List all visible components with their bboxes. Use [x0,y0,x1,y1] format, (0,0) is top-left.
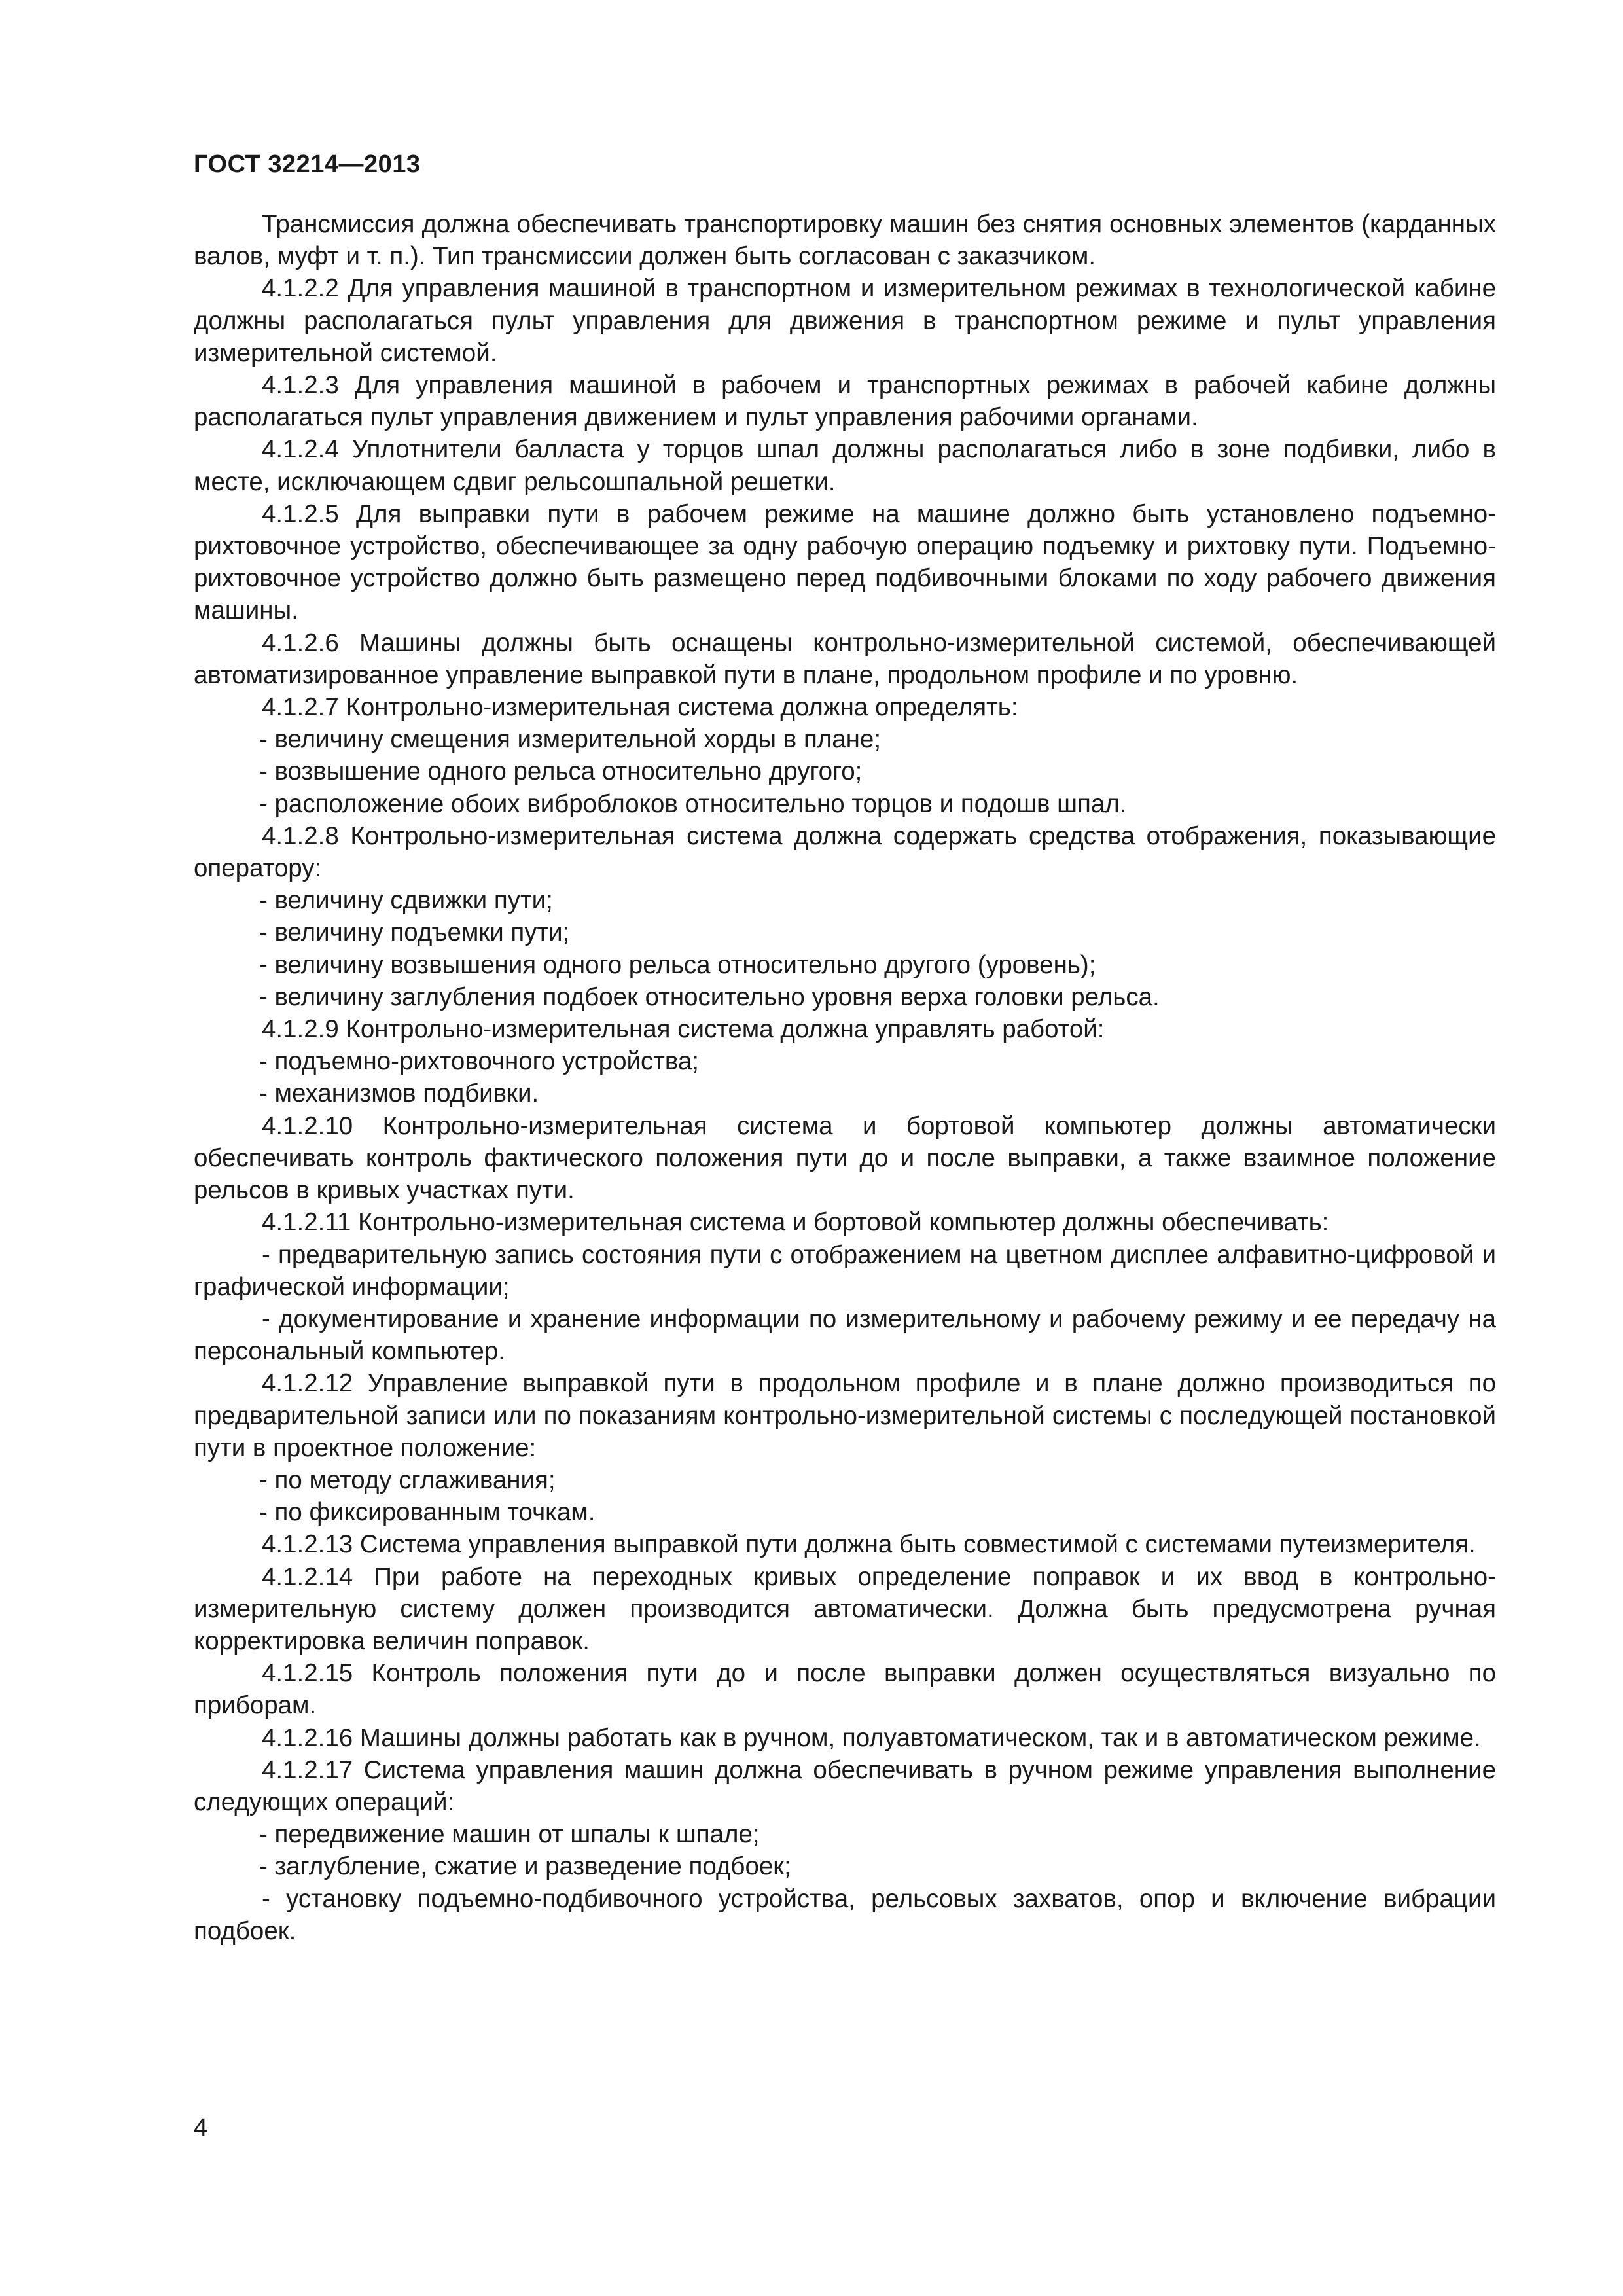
list-item: - величину сдвижки пути; [259,886,553,915]
list-item: - величину возвышения одного рельса относительно другого (уровень); [259,950,1096,979]
paragraph: 4.1.2.13 Система управления выправкой пути должна быть совместимой с системами путеизмерителя. [262,1530,1476,1559]
list-item: - расположение обоих виброблоков относительно торцов и подошв шпал. [259,789,1127,818]
list-item: - передвижение машин от шпалы к шпале; [259,1820,760,1849]
paragraph: 4.1.2.2 Для управления машиной в транспортном и измерительном режимах в технологической кабине должны располагаться пульт управления для движения в транспортном режиме и пульт управления измерительной системой. [194,274,1496,367]
list-item: - установку подъемно-подбивочного устройства, рельсовых захватов, опор и включение вибрации подбоек. [194,1884,1496,1945]
paragraph: 4.1.2.5 Для выправки пути в рабочем режиме на машине должно быть установлено подъемно-рихтовочное устройство, обеспечивающее за одну рабочую операцию подъемку и рихтовку пути. Подъемно-рихтовочное устройство должно быть размещено перед подбивочными блоками по ходу рабочего движения машины. [194,499,1496,625]
list-item: - величину смещения измерительной хорды в плане; [259,725,882,754]
paragraph: 4.1.2.7 Контрольно-измерительная система должна определять: [262,693,1018,722]
list-item: - подъемно-рихтовочного устройства; [259,1047,700,1076]
document-body [194,208,1496,1947]
list-item: - величину заглубления подбоек относительно уровня верха головки рельса. [259,982,1160,1011]
page-number: 4 [194,2114,208,2142]
list-item: - заглубление, сжатие и разведение подбоек; [259,1852,791,1881]
paragraph: 4.1.2.12 Управление выправкой пути в продольном профиле и в плане должно производиться по предварительной записи или по показаниям контрольно-измерительной системы с последующей постановкой пути в проектное положение: [194,1369,1496,1462]
paragraph: 4.1.2.6 Машины должны быть оснащены контрольно-измерительной системой, обеспечивающей автоматизированное управление выправкой пути в плане, продольном профиле и по уровню. [194,628,1496,689]
paragraph: 4.1.2.17 Система управления машин должна обеспечивать в ручном режиме управления выполнение следующих операций: [194,1755,1496,1816]
paragraph: 4.1.2.16 Машины должны работать как в ручном, полуавтоматическом, так и в автоматическом режиме. [262,1723,1481,1752]
document-header-title: ГОСТ 32214—2013 [194,151,421,178]
paragraph: 4.1.2.14 При работе на переходных кривых определение поправок и их ввод в контрольно-измерительную систему должен производится автоматически. Должна быть предусмотрена ручная корректировка величин поправок. [194,1562,1496,1655]
paragraph: 4.1.2.4 Уплотнители балласта у торцов шпал должны располагаться либо в зоне подбивки, либо в месте, исключающем сдвиг рельсошпальной решетки. [194,435,1496,496]
list-item: - величину подъемки пути; [259,918,570,947]
paragraph: 4.1.2.3 Для управления машиной в рабочем и транспортных режимах в рабочей кабине должны располагаться пульт управления движением и пульт управления рабочими органами. [194,371,1496,432]
list-item: - по фиксированным точкам. [259,1498,596,1527]
list-item: - документирование и хранение информации по измерительному и рабочему режиму и ее передачу на персональный компьютер. [194,1304,1496,1366]
paragraph: 4.1.2.11 Контрольно-измерительная система и бортовой компьютер должны обеспечивать: [262,1208,1329,1237]
list-item: - по методу сглаживания; [259,1465,556,1494]
list-item: - возвышение одного рельса относительно другого; [259,757,863,786]
paragraph: 4.1.2.9 Контрольно-измерительная система должна управлять работой: [262,1015,1105,1044]
paragraph: 4.1.2.15 Контроль положения пути до и после выправки должен осуществляться визуально по приборам. [194,1659,1496,1720]
paragraph: 4.1.2.10 Контрольно-измерительная система и бортовой компьютер должны автоматически обеспечивать контроль фактического положения пути до и после выправки, а также взаимное положение рельсов в кривых участках пути. [194,1111,1496,1205]
paragraph: 4.1.2.8 Контрольно-измерительная система должна содержать средства отображения, показывающие оператору: [194,821,1496,883]
list-item: - механизмов подбивки. [259,1079,539,1108]
list-item: - предварительную запись состояния пути с отображением на цветном дисплее алфавитно-цифровой и графической информации; [194,1240,1496,1301]
paragraph: Трансмиссия должна обеспечивать транспортировку машин без снятия основных элементов (карданных валов, муфт и т. п.). Тип трансмиссии должен быть согласован с заказчиком. [194,210,1496,271]
